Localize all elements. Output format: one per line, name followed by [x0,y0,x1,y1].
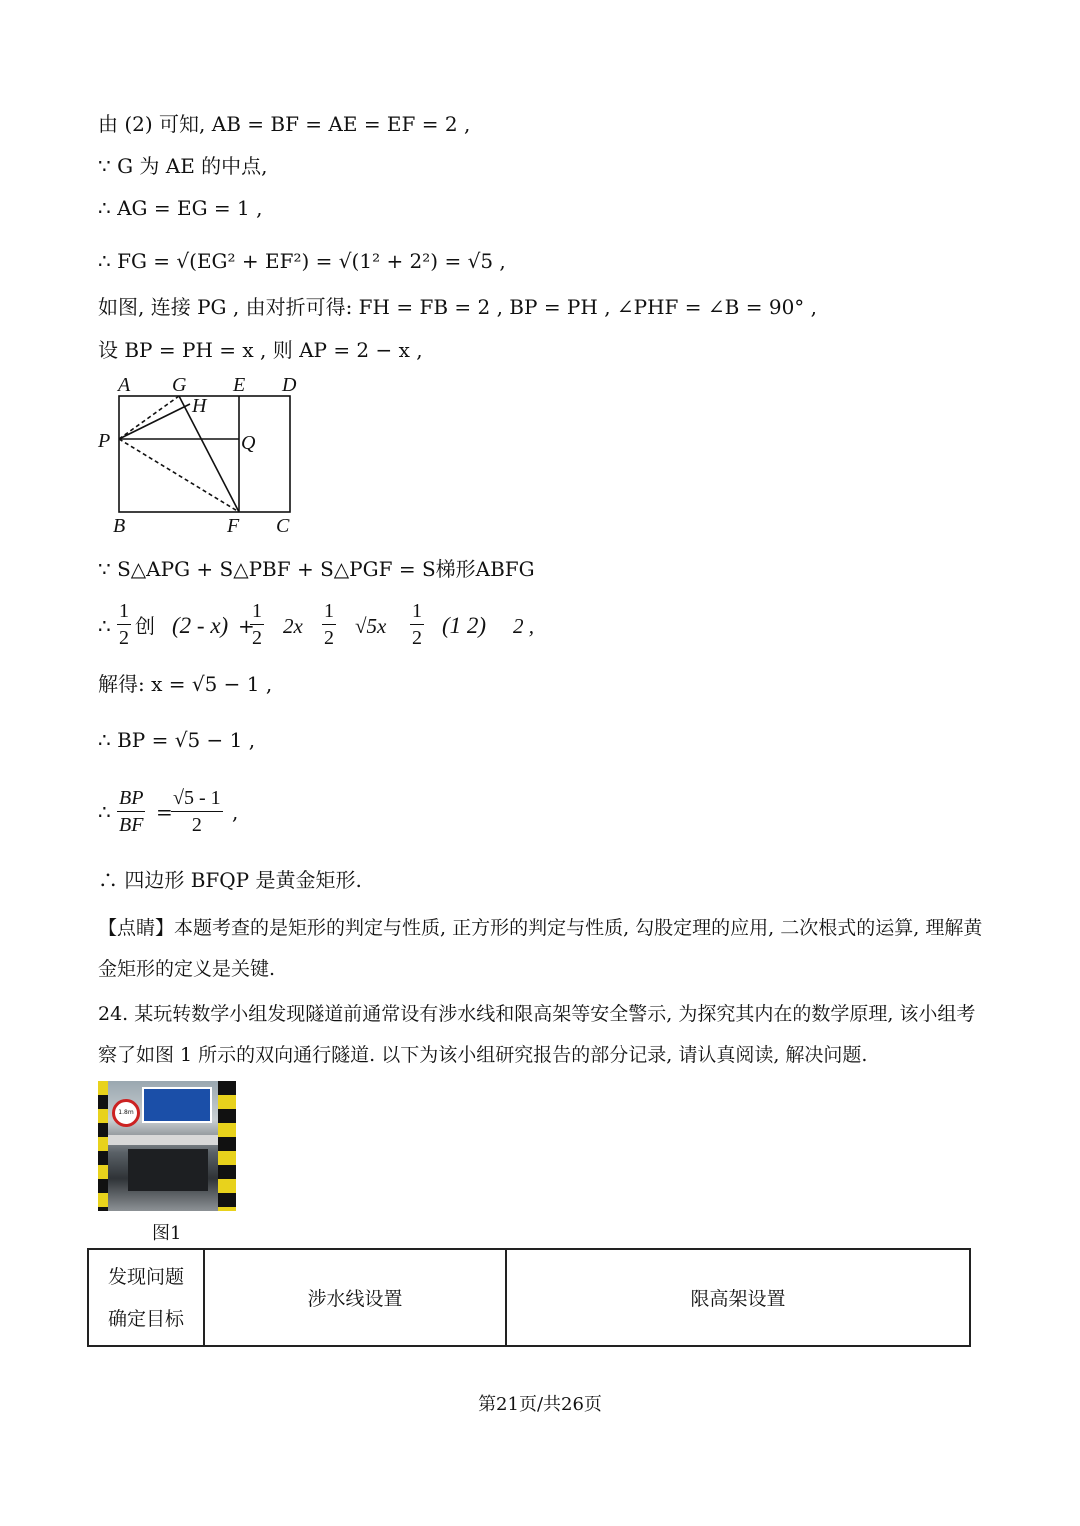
blue-warning-sign [142,1087,212,1123]
step-line-10: ∴ BP = √5 − 1 , [98,728,256,752]
question-24-text: 24. 某玩转数学小组发现隧道前通常设有涉水线和限高架等安全警示, 为探究其内在的数学原理, 该小组考察了如图 1 所示的双向通行隧道. 以下为该小组研究报告的部分记录, 请认真阅读, 解决问题. [98,1003,976,1066]
row-header-cell [88,1249,204,1346]
step-line-11-equals: = [156,800,173,824]
fraction-half-4: $\frac{1}{2}$ [412,600,422,649]
step-line-12-conclusion: ∴ 四边形 BFQP 是黄金矩形. [98,868,362,892]
geometry-figure [92,370,312,540]
label-p: P [98,430,111,452]
label-c: C [276,515,290,537]
step-line-3: ∴ AG = EG = 1 , [98,196,263,220]
height-limit-bar [108,1135,218,1145]
tunnel-entrance [128,1149,208,1191]
step-line-11-prefix: ∴ [98,800,111,824]
segment-pg-dashed [119,396,179,439]
comment-paragraph: 【点睛】本题考查的是矩形的判定与性质, 正方形的判定与性质, 勾股定理的应用, 二次根式的运算, 理解黄金矩形的定义是关键. [98,917,983,980]
fraction-half-2: $\frac{1}{2}$ [252,600,262,649]
label-d: D [282,374,297,396]
warning-stripe-right [218,1081,236,1211]
step-line-8-tail: 2 , [513,614,534,638]
label-q: Q [241,432,256,454]
step-line-8-paren-1: (2 - x) [172,613,229,638]
step-line-8-text-1: 创 [135,614,155,638]
tunnel-photo [98,1081,236,1211]
step-line-8-term-sqrt5x: √5x [355,614,387,638]
step-line-8-paren-2: (1 2) [442,613,487,638]
label-h: H [192,395,207,417]
label-g: G [172,374,187,396]
step-line-8-term-2x: 2x [283,614,303,638]
warning-stripe-left [98,1081,108,1211]
step-line-1: 由 (2) 可知, AB = BF = AE = EF = 2 , [98,112,471,136]
column-water-line: 涉水线设置 [204,1249,506,1346]
segment-ph [119,404,190,439]
height-limit-sign: 1.8m [112,1099,140,1127]
step-line-11-tail: , [232,800,239,824]
step-line-4: ∴ FG = √(EG² + EF²) = √(1² + 2²) = √5 , [98,249,506,273]
label-f: F [227,515,240,537]
step-line-6: 设 BP = PH = x , 则 AP = 2 − x , [98,338,423,362]
label-a: A [118,374,131,396]
step-line-8-plus: + [238,614,255,638]
step-line-2: ∵ G 为 AE 的中点, [98,154,268,178]
fraction-half-1: $\frac{1}{2}$ [119,600,129,649]
fraction-golden-ratio: $\frac{√5 - 1}{2}$ [173,787,221,836]
column-height-limit: 限高架设置 [506,1249,970,1346]
step-line-5: 如图, 连接 PG , 由对折可得: FH = FB = 2 , BP = PH , ∠PHF = ∠B = 90° , [98,295,818,319]
row-header-line-2: 确定目标 [107,1307,184,1330]
page-footer: 第21页/共26页 [478,1394,602,1415]
label-b: B [113,515,126,537]
fraction-bp-bf: $\frac{BP}{BF}$ [119,787,144,836]
research-table [87,1248,971,1347]
step-line-7: ∵ S△APG + S△PBF + S△PGF = S梯形ABFG [98,557,535,581]
row-header-line-1: 发现问题 [107,1265,184,1288]
photo-caption: 图1 [152,1223,182,1244]
step-line-8-prefix: ∴ [98,614,111,638]
label-e: E [233,374,246,396]
step-line-9: 解得: x = √5 − 1 , [98,672,273,696]
fraction-half-3: $\frac{1}{2}$ [324,600,334,649]
